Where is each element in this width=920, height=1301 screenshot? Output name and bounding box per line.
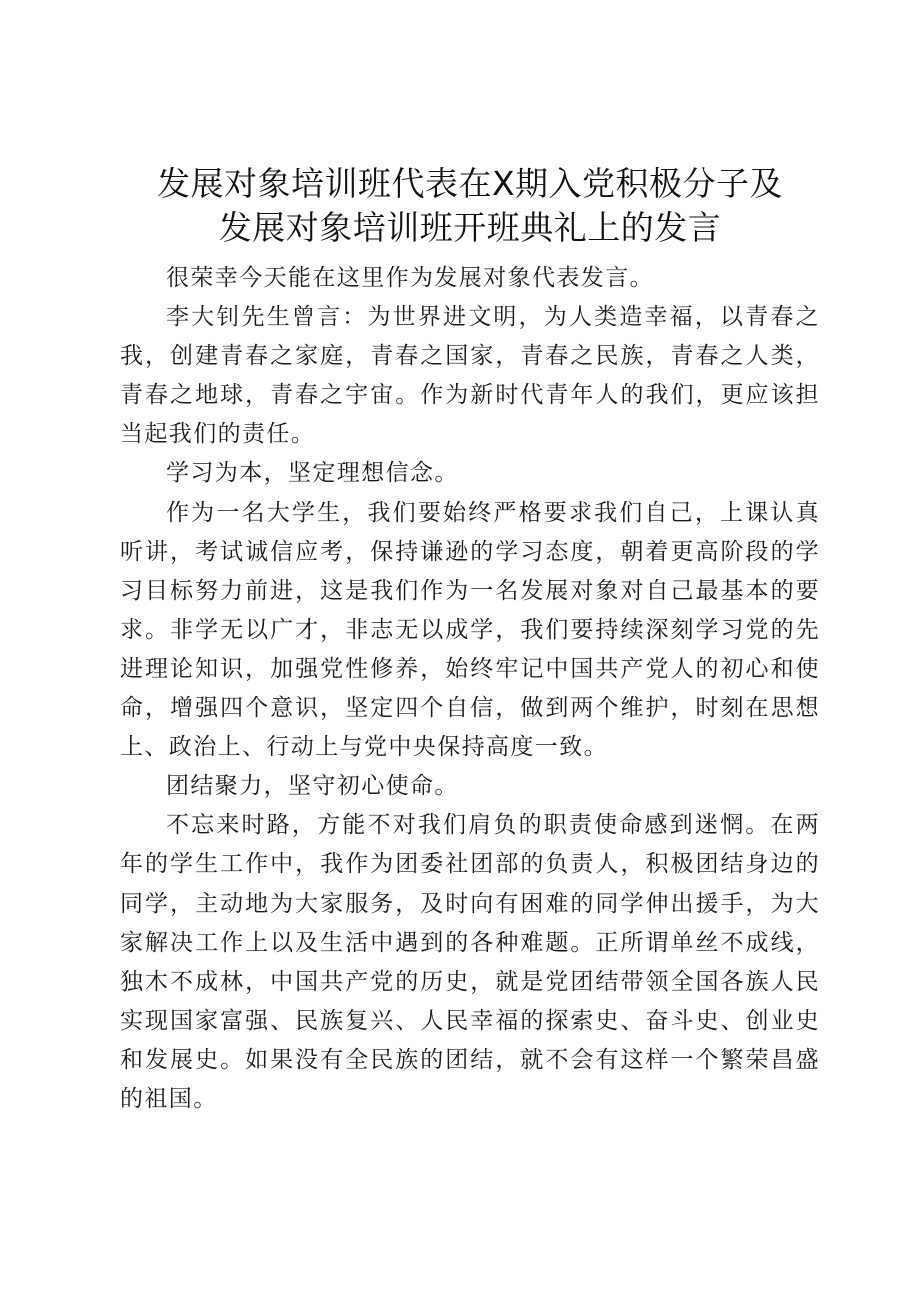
paragraph-unity: 不忘来时路，方能不对我们肩负的职责使命感到迷惘。在两年的学生工作中，我作为团委社团部的负责人，积极团结身边的同学，主动地为大家服务，及时向有困难的同学伸出援手，为大家解决工作上以及生活中遇到的各种难题。正所谓单丝不成线，独木不成林，中国共产党的历史，就是党团结带领全国各族人民实现国家富强、民族复兴、人民幸福的探索史、奋斗史、创业史和发展史。如果没有全民族的团结，就不会有这样一个繁荣昌盛的祖国。 — [120, 812, 820, 1112]
paragraph-study: 作为一名大学生，我们要始终严格要求我们自己，上课认真听讲，考试诚信应考，保持谦逊的学习态度，朝着更高阶段的学习目标努力前进，这是我们作为一名发展对象对自己最基本的要求。非学无以广才，非志无以成学，我们要持续深刻学习党的先进理论知识，加强党性修养，始终牢记中国共产党人的初心和使命，增强四个意识，坚定四个自信，做到两个维护，时刻在思想上、政治上、行动上与党中央保持高度一致。 — [120, 499, 820, 761]
paragraph-quote: 李大钊先生曾言：为世界进文明，为人类造幸福，以青春之我，创建青春之家庭，青春之国家，青春之民族，青春之人类，青春之地球，青春之宇宙。作为新时代青年人的我们，更应该担当起我们的责任。 — [120, 304, 820, 448]
title-line-2: 发展对象培训班开班典礼上的发言 — [218, 208, 722, 247]
section-heading-unity: 团结聚力，坚守初心使命。 — [166, 773, 459, 800]
document-title — [120, 162, 820, 250]
paragraph-opening: 很荣幸今天能在这里作为发展对象代表发言。 — [166, 265, 654, 291]
document-body — [120, 259, 820, 1119]
title-line-1: 发展对象培训班代表在X期入党积极分子及 — [156, 164, 784, 203]
section-heading-study: 学习为本，坚定理想信念。 — [166, 460, 459, 487]
